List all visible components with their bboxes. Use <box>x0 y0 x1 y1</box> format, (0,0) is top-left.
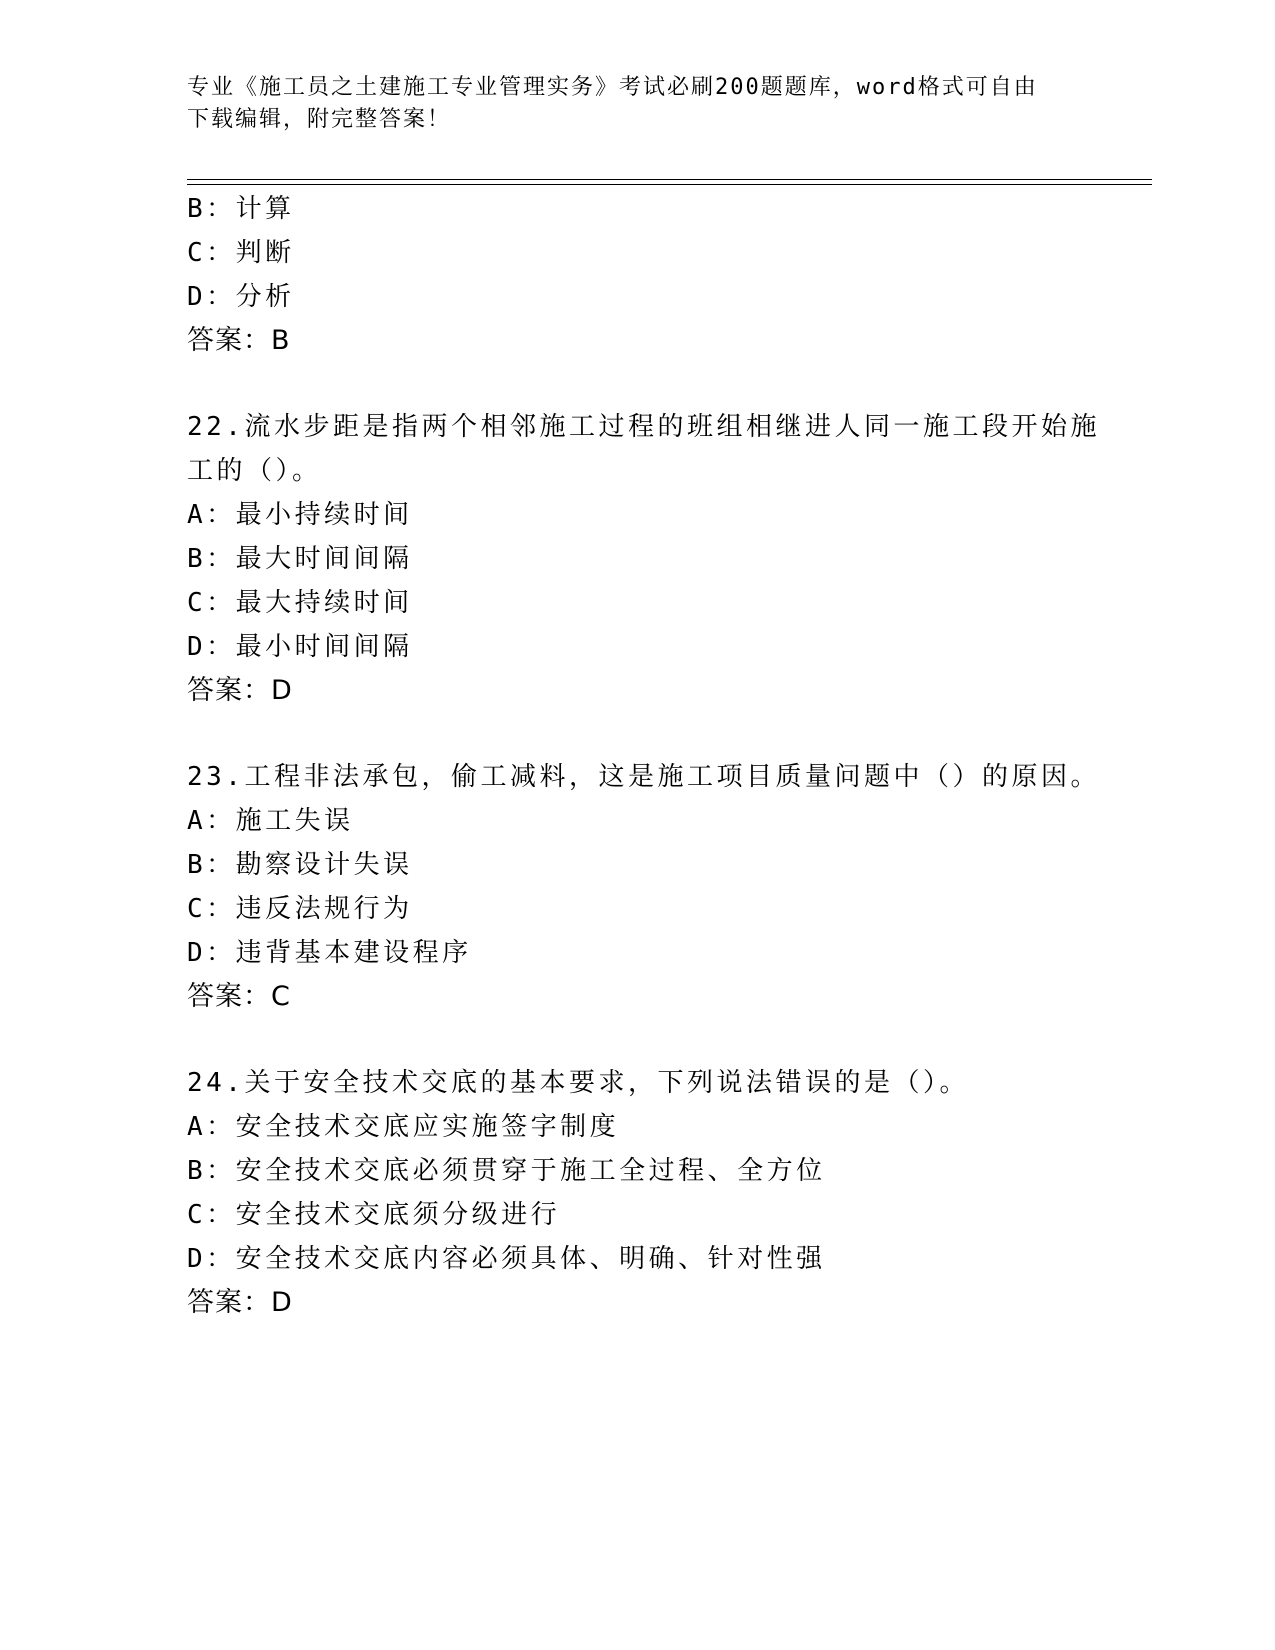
q22-option-a: A：最小持续时间 <box>187 500 413 530</box>
header-divider-bottom <box>187 184 1152 185</box>
q23-stem-line-1: 23.工程非法承包，偷工减料，这是施工项目质量问题中（）的原因。 <box>187 762 1100 792</box>
header-line-2: 下载编辑，附完整答案！ <box>187 107 452 132</box>
q22-option-c: C：最大持续时间 <box>187 588 413 618</box>
q24-option-d: D：安全技术交底内容必须具体、明确、针对性强 <box>187 1244 826 1274</box>
q22-answer: 答案：D <box>187 675 293 706</box>
q22-stem-line-1: 22.流水步距是指两个相邻施工过程的班组相继进人同一施工段开始施 <box>187 412 1100 442</box>
q24-answer: 答案：D <box>187 1287 293 1318</box>
q21-answer: 答案：B <box>187 325 291 356</box>
q23-option-c: C：违反法规行为 <box>187 894 413 924</box>
q22-option-b: B：最大时间间隔 <box>187 544 413 574</box>
q24-option-b: B：安全技术交底必须贯穿于施工全过程、全方位 <box>187 1156 826 1186</box>
document-header <box>187 72 1087 136</box>
q23-option-d: D：违背基本建设程序 <box>187 938 472 968</box>
header-line-1: 专业《施工员之土建施工专业管理实务》考试必刷200题题库，word格式可自由 <box>187 75 1038 100</box>
q24-option-c: C：安全技术交底须分级进行 <box>187 1200 561 1230</box>
q24-option-a: A：安全技术交底应实施签字制度 <box>187 1112 620 1142</box>
q22-option-d: D：最小时间间隔 <box>187 632 413 662</box>
q23-option-a: A：施工失误 <box>187 806 354 836</box>
q21-option-d: D：分析 <box>187 282 295 312</box>
q24-stem-line-1: 24.关于安全技术交底的基本要求，下列说法错误的是（）。 <box>187 1068 969 1098</box>
q21-option-c: C：判断 <box>187 238 295 268</box>
q22-stem-line-2: 工的（）。 <box>187 456 322 486</box>
q23-option-b: B：勘察设计失误 <box>187 850 413 880</box>
q21-option-b: B：计算 <box>187 194 295 224</box>
q23-answer: 答案：C <box>187 981 291 1012</box>
header-divider-top <box>187 179 1152 180</box>
